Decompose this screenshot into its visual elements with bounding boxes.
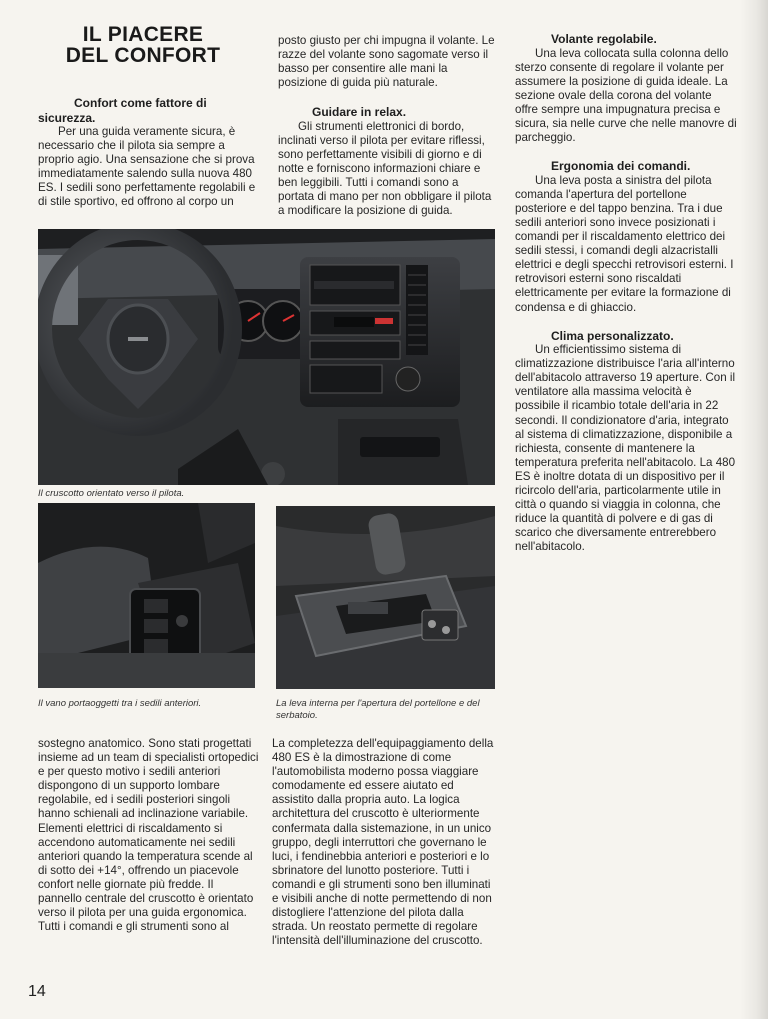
page-number: 14 <box>28 983 46 1000</box>
storage-compartment-photo <box>38 503 255 688</box>
paragraph-confort-sicurezza: Per una guida veramente sicura, è necessario che il pilota sia sempre a proprio agio. Una sensazione che si prova immediatamente salendo sulla nuova 480 ES. I sedili sono perfettamente regolabili e di stile sportivo, ed offrono al corpo un <box>38 125 256 209</box>
title-line-1: IL PIACERE <box>82 23 204 46</box>
paragraph-volante-intro: posto giusto per chi impugna il volante. Le razze del volante sono sagomate verso il basso per consentire alle mani la posizione di guida più naturale. <box>278 34 495 90</box>
title-line-2: DEL CONFORT <box>65 44 221 67</box>
storage-illustration <box>38 503 255 688</box>
lever-illustration <box>276 506 495 689</box>
caption-lever: La leva interna per l'apertura del portellone e del serbatoio. <box>276 698 480 721</box>
heading-guidare-relax: Guidare in relax. <box>312 105 407 120</box>
paragraph-guidare-relax: Gli strumenti elettronici di bordo, inclinati verso il pilota per evitare riflessi, sono perfettamente visibili di giorno e di notte e forniscono informazioni chiare e ben leggibili. Tutti i comandi sono a portata di mano per non obbligare il pilota a modificare la posizione di guida. <box>278 119 492 218</box>
paragraph-completezza-equipaggiamento: La completezza dell'equipaggiamento della 480 ES è la dimostrazione di come l'automobilista moderno possa viaggiare comodamente ed essere aiutato ed assistito dalla propria auto. La logica architettura del cruscotto è ulteriormente confermata dalla sistemazione, in un unico gruppo, degli interruttori che governano le luci, i fendinebbia anteriori e posteriori e lo sbrinatore del lunotto posteriore. Tutti i comandi e gli strumenti sono ben illuminati e visibili anche di notte permettendo di non distogliere l'attenzione del pilota dalla strada. Un reostato permette di regolare l'intensità dell'illuminazione del cruscotto. <box>272 737 494 948</box>
heading-clima-personalizzato: Clima personalizzato. <box>551 328 674 343</box>
dashboard-illustration <box>38 229 495 485</box>
heading-ergonomia-comandi: Ergonomia dei comandi. <box>551 159 691 174</box>
caption-storage: Il vano portaoggetti tra i sedili anteriori. <box>38 698 202 709</box>
caption-dashboard: Il cruscotto orientato verso il pilota. <box>38 488 185 499</box>
paragraph-clima-personalizzato: Un efficientissimo sistema di climatizzazione distribuisce l'aria all'interno dell'abitacolo attraverso 19 aperture. Con il ventilatore alla massima velocità è possibile il ricambio totale dell'aria in 22 secondi. Il condizionatore d'aria, integrato al sistema di climatizzazione, disponibile a richiesta, consente di mantenere la temperatura preferita nell'abitacolo. La 480 ES è inoltre dotata di un dispositivo per il ricircolo dell'aria, particolarmente utile in città o quando si viaggia in colonna, che riduce la quantità di polvere e di gas di scarico che diversamente entrerebbero nell'abitacolo. <box>515 343 736 554</box>
column-2-bottom <box>272 737 498 948</box>
paragraph-ergonomia-comandi: Una leva posta a sinistra del pilota comanda l'apertura del portellone posteriore e del tappo benzina. Tra i due sedili anteriori sono invece posizionati i comandi per il riscaldamento elettrico dei sedili stessi, i comandi degli alzacristalli elettrici e degli specchi retrovisori esterni. I retrovisori esterni sono riscaldati elettricamente per evitare la formazione di condensa e di ghiaccio. <box>515 173 734 314</box>
column-2-top <box>278 34 496 219</box>
paragraph-sostegno-anatomico: sostegno anatomico. Sono stati progettati insieme ad un team di specialisti ortopedici e per questo motivo i sedili anteriori dispongono di un supporto lombare regolabile, ed i sedili posteriori singoli hanno schienali ad inclinazione variabile. Elementi elettrici di riscaldamento si accendono automaticamente nei sedili anteriori quando la temperatura scende al di sotto dei +14°, offrendo un piacevole confort nelle giornate più fredde. Il pannello centrale del cruscotto è orientato verso il pilota per una guida ergonomica. Tutti i comandi e gli strumenti sono al <box>38 737 259 934</box>
page-edge-shadow <box>740 0 768 1019</box>
page-title <box>38 24 248 66</box>
column-1-top <box>38 96 260 210</box>
column-3 <box>515 32 737 555</box>
heading-volante-regolabile: Volante regolabile. <box>551 32 657 46</box>
paragraph-volante-regolabile: Una leva collocata sulla colonna dello sterzo consente di regolare il volante per assumere la posizione di guida ideale. La sezione ovale della corona del volante offre sempre una impugnatura precisa e sicura, sia nelle curve che nelle manovre di parcheggio. <box>515 46 737 145</box>
heading-confort-sicurezza: Confort come fattore di sicurezza. <box>38 96 207 125</box>
dashboard-photo <box>38 229 495 485</box>
column-1-bottom <box>38 737 260 934</box>
lever-photo <box>276 506 495 689</box>
